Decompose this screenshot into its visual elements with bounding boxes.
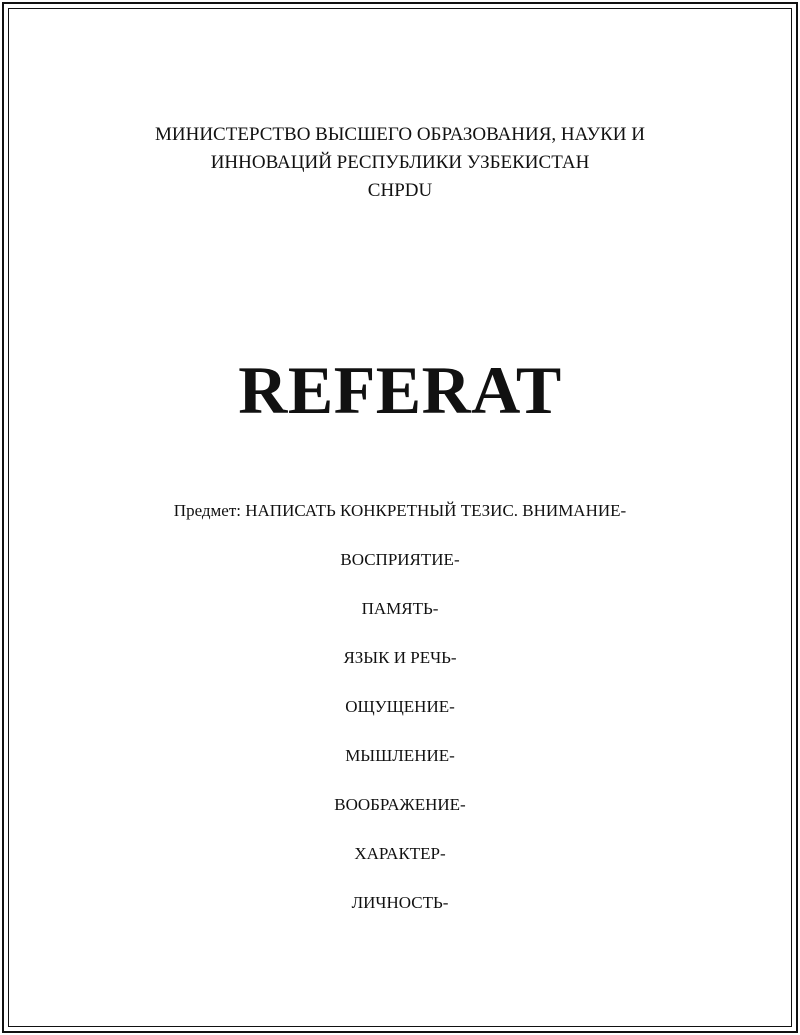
topic-item: ХАРАКТЕР- (354, 844, 446, 863)
subject-line: Предмет: НАПИСАТЬ КОНКРЕТНЫЙ ТЕЗИС. ВНИМАНИЕ- (173, 501, 627, 520)
topic-item: ВООБРАЖЕНИЕ- (334, 795, 466, 814)
topic-item: ЯЗЫК И РЕЧЬ- (343, 648, 457, 667)
ministry-header-line-1: МИНИСТЕРСТВО ВЫСШЕГО ОБРАЗОВАНИЯ, НАУКИ И (155, 124, 645, 145)
ministry-header-line-2: ИННОВАЦИЙ РЕСПУБЛИКИ УЗБЕКИСТАН (210, 152, 590, 173)
topic-item: ЛИЧНОСТЬ- (351, 893, 449, 912)
topic-item: ПАМЯТЬ- (361, 599, 439, 618)
topic-item: МЫШЛЕНИЕ- (345, 746, 455, 765)
topic-item: ОЩУЩЕНИЕ- (345, 697, 455, 716)
topic-list (60, 548, 740, 940)
institution-name: CHPDU (367, 180, 433, 201)
document-title: REFERAT (238, 352, 562, 428)
ministry-header (60, 121, 740, 205)
topic-item: ВОСПРИЯТИЕ- (340, 550, 460, 569)
